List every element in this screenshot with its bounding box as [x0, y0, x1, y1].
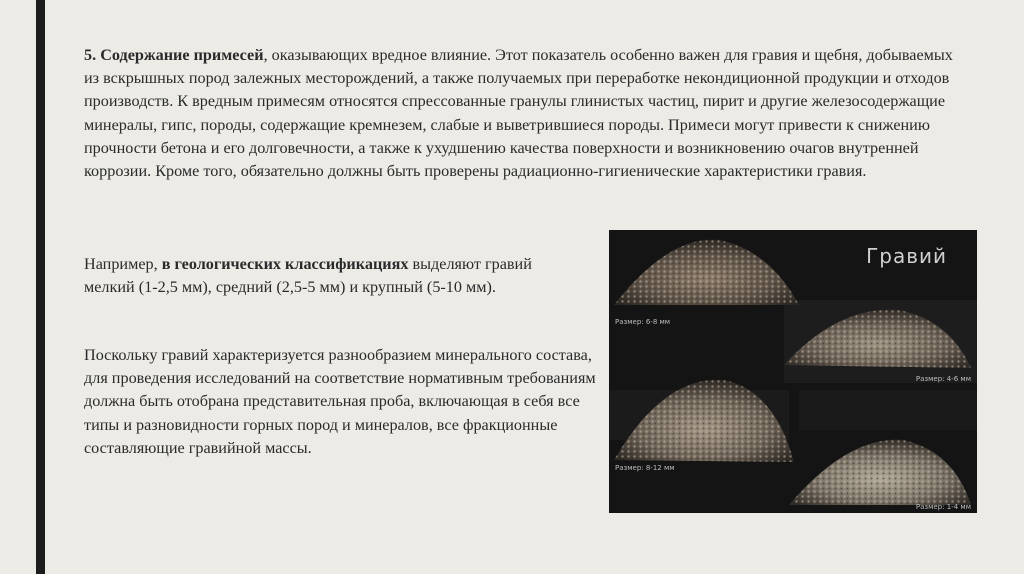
paragraph-body: , оказывающих вредное влияние. Этот показатель особенно важен для гравия и щебня, добываемых из вскрышных пород залежных месторождений, а также получаемых при переработке некондиционной продукции и отходов производств. К вредным примесям относятся спрессованные гранулы глинистых частиц, пирит и другие железосодержащие минералы, гипс, породы, содержащие кремнезем, слабые и выветрившиеся породы. Примеси могут привести к снижению прочности бетона и его долговечности, а также к ухудшению качества поверхности и возникновению очагов внутренней коррозии. Кроме того, обязательно должны быть проверены радиационно-гигиенические характеристики гравия.	[84, 46, 953, 181]
paragraph-lead-bold: 5. Содержание примесей	[84, 46, 264, 64]
classification-before: Например,	[84, 255, 162, 273]
left-accent-bar	[36, 0, 45, 574]
classification-after: выделяют гравий мелкий (1-2,5 мм), средний (2,5-5 мм) и крупный (5-10 мм).	[84, 255, 532, 297]
size-label: Размер: 1-4 мм	[915, 503, 971, 511]
paragraph-classification	[84, 253, 584, 299]
paragraph-sampling: Поскольку гравий характеризуется разнообразием минерального состава, для проведения исследований на соответствие нормативным требованиям должна быть отобрана представительная проба, включающая в себя все типы и разновидности горных пород и минералов, все фракционные составляющие гравийной массы.	[84, 346, 596, 457]
size-label: Размер: 4-6 мм	[915, 375, 971, 383]
gravel-photo	[609, 230, 977, 513]
size-label: Размер: 6-8 мм	[615, 318, 671, 326]
paragraph-impurities	[84, 44, 969, 183]
photo-title: Гравий	[866, 244, 947, 268]
size-label: Размер: 8-12 мм	[615, 464, 675, 472]
classification-bold: в геологических классификациях	[161, 255, 409, 273]
